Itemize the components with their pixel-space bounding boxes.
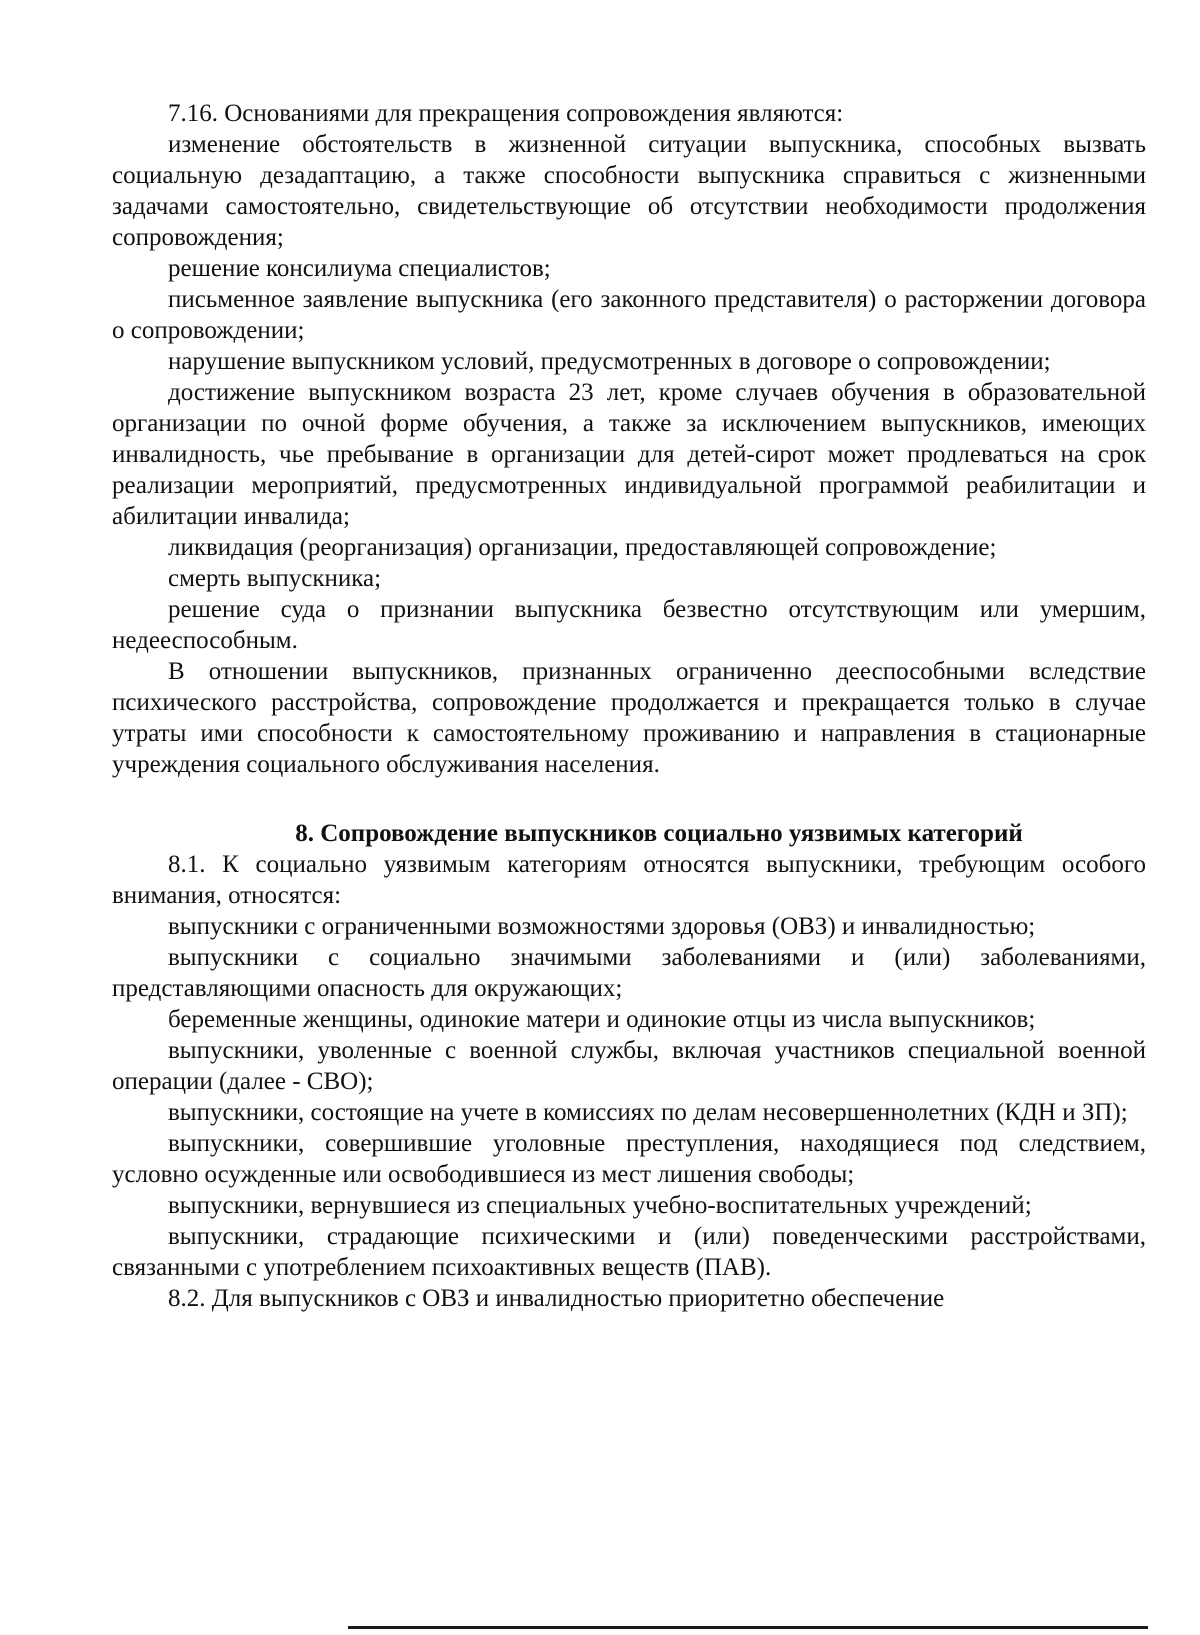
paragraph-kdn: выпускники, состоящие на учете в комиссиях по делам несовершеннолетних (КДН и ЗП); bbox=[168, 1099, 1128, 1126]
paragraph-parents: беременные женщины, одинокие матери и одинокие отцы из числа выпускников; bbox=[168, 1006, 1036, 1033]
paragraph-7-16: 7.16. Основаниями для прекращения сопровождения являются: bbox=[168, 100, 844, 127]
paragraph-8-1: 8.1. К социально уязвимым категориям относятся выпускники, требующим особого внимания, относятся: bbox=[112, 851, 1146, 909]
paragraph-criminal: выпускники, совершившие уголовные преступления, находящиеся под следствием, условно осужденные или освободившиеся из мест лишения свободы; bbox=[112, 1130, 1146, 1188]
document-body bbox=[112, 98, 1146, 1314]
paragraph-liquidation: ликвидация (реорганизация) организации, предоставляющей сопровождение; bbox=[168, 534, 997, 561]
paragraph-council-decision: решение консилиума специалистов; bbox=[168, 255, 551, 282]
paragraph-military: выпускники, уволенные с военной службы, включая участников специальной военной операции (далее - СВО); bbox=[112, 1037, 1146, 1095]
paragraph-court-decision: решение суда о признании выпускника безвестно отсутствующим или умершим, недееспособным. bbox=[112, 596, 1146, 654]
paragraph-limited-capacity: В отношении выпускников, признанных ограниченно дееспособными вследствие психического расстройства, сопровождение продолжается и прекращается только в случае утраты ими способности к самостоятельному проживанию и направления в стационарные учреждения социального обслуживания населения. bbox=[112, 658, 1146, 778]
paragraph-circumstances-change: изменение обстоятельств в жизненной ситуации выпускника, способных вызвать социальную дезадаптацию, а также способности выпускника справиться с жизненными задачами самостоятельно, свидетельствующие об отсутствии необходимости продолжения сопровождения; bbox=[112, 131, 1146, 251]
paragraph-contract-violation: нарушение выпускником условий, предусмотренных в договоре о сопровождении; bbox=[168, 348, 1051, 375]
paragraph-written-application: письменное заявление выпускника (его законного представителя) о расторжении договора о сопровождении; bbox=[112, 286, 1146, 344]
section-8-heading: 8. Сопровождение выпускников социально уязвимых категорий bbox=[295, 820, 1023, 847]
paragraph-8-2: 8.2. Для выпускников с ОВЗ и инвалидностью приоритетно обеспечение bbox=[168, 1285, 945, 1312]
paragraph-death: смерть выпускника; bbox=[168, 565, 382, 592]
paragraph-disabilities: выпускники с ограниченными возможностями здоровья (ОВЗ) и инвалидностью; bbox=[168, 913, 1036, 940]
bottom-scan-line bbox=[348, 1626, 1148, 1629]
paragraph-diseases: выпускники с социально значимыми заболеваниями и (или) заболеваниями, представляющими опасность для окружающих; bbox=[112, 944, 1146, 1002]
paragraph-special-institutions: выпускники, вернувшиеся из специальных учебно-воспитательных учреждений; bbox=[168, 1192, 1032, 1219]
paragraph-age-limit: достижение выпускником возраста 23 лет, кроме случаев обучения в образовательной организации по очной форме обучения, а также за исключением выпускников, имеющих инвалидность, чье пребывание в организации для детей-сирот может продлеваться на срок реализации мероприятий, предусмотренных индивидуальной программой реабилитации и абилитации инвалида; bbox=[112, 379, 1146, 530]
paragraph-pav: выпускники, страдающие психическими и (или) поведенческими расстройствами, связанными с употреблением психоактивных веществ (ПАВ). bbox=[112, 1223, 1146, 1281]
